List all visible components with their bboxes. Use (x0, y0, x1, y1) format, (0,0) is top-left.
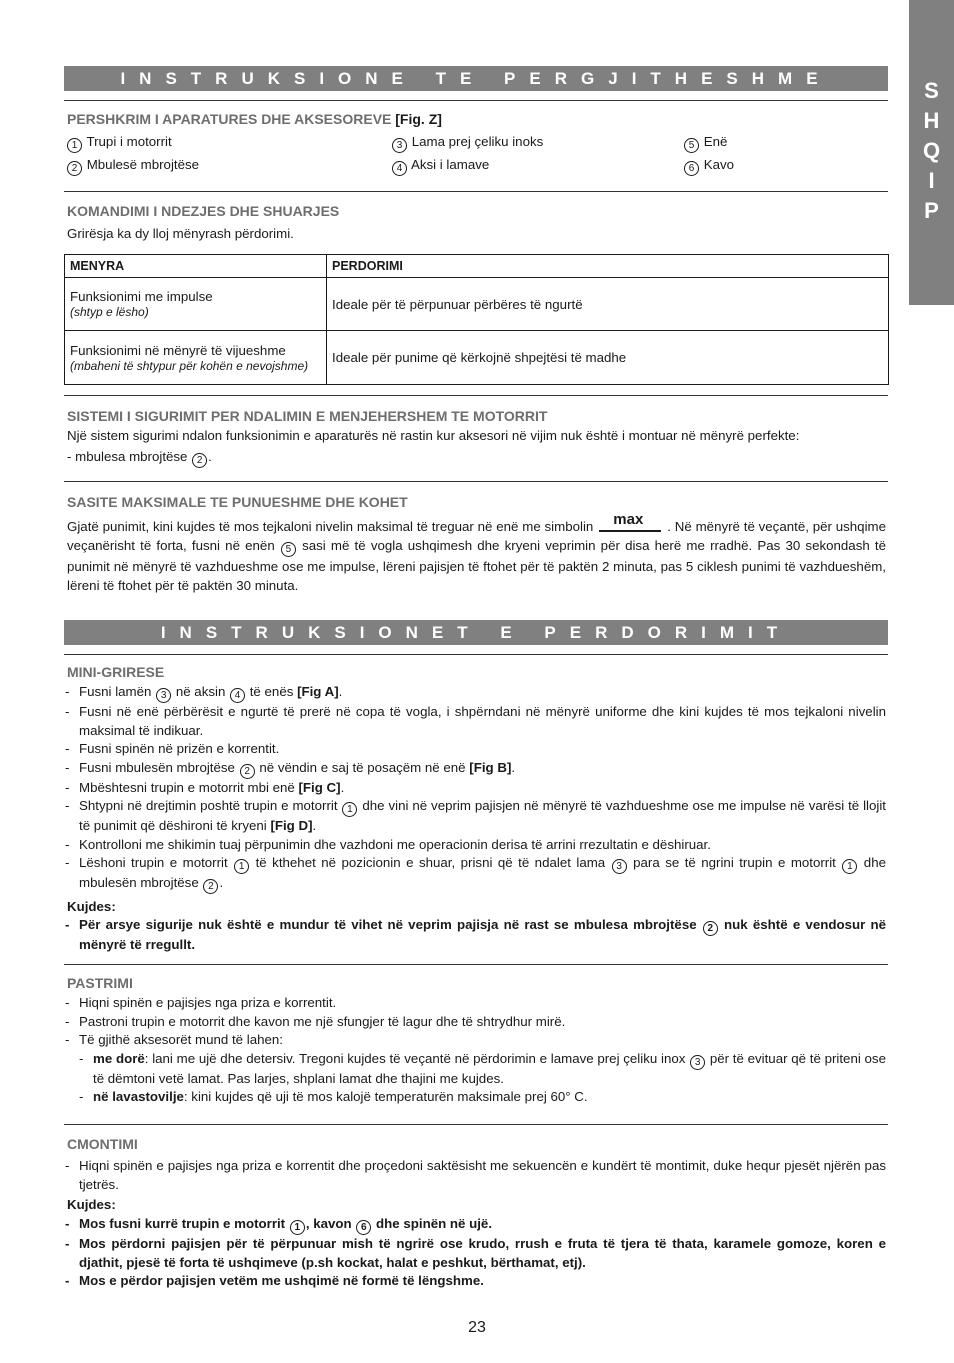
caution-list (65, 1215, 886, 1291)
max-heading: SASITE MAKSIMALE TE PUNUESHME DHE KOHET (67, 494, 408, 510)
dismount-list (65, 1157, 886, 1194)
cleaning-list (65, 994, 886, 1107)
control-intro: Grirësja ka dy lloj mënyrash përdorimi. (67, 226, 294, 241)
tab-letter: P (924, 198, 939, 223)
description-title: PERSHKRIM I APARATURES DHE AKSESOREVE (67, 111, 392, 127)
caution-label: Kujdes: (67, 899, 116, 914)
part-number: 1 (842, 859, 857, 874)
part-number: 2 (240, 764, 255, 779)
column-header: PERDORIMI (327, 255, 889, 278)
divider (64, 191, 888, 192)
text-part: dhe spinën në ujë. (372, 1216, 493, 1231)
list-item (65, 703, 886, 740)
part-label: Mbulesë mbrojtëse (86, 157, 200, 172)
cleaning-heading: PASTRIMI (67, 975, 133, 991)
tab-letter: I (928, 168, 935, 193)
text-part: në vëndin e saj të posaçëm në enë (255, 759, 470, 775)
text-part: . (312, 818, 317, 833)
divider (64, 100, 888, 101)
description-heading (67, 111, 442, 127)
list-item (65, 854, 886, 894)
text-part: . Në mënyrë të veçantë, për ushqime veçanërisht të forta, fusni në enën (67, 519, 886, 553)
control-heading: KOMANDIMI I NDEZJES DHE SHUARJES (67, 203, 340, 219)
part-number: 1 (234, 859, 249, 874)
part-item (391, 157, 489, 176)
part-item (683, 134, 727, 153)
text-part: . (340, 779, 345, 795)
item-text: - mbulesa mbrojtëse (67, 449, 188, 464)
part-number: 2 (67, 161, 82, 176)
divider (64, 654, 888, 655)
part-number: 5 (281, 542, 296, 557)
text-part: në aksin (172, 684, 230, 699)
text-part: . (219, 875, 224, 890)
text-part: për të evituar që të priteni ose të dëmtoni vetë lamat. Pas larjes, shplani lamat dhe thajini me kujdes. (93, 1050, 886, 1086)
list-item (65, 1050, 886, 1089)
mode-note: (shtyp e lësho) (70, 305, 149, 320)
list-item (65, 836, 886, 855)
text-part: : lani me ujë dhe detersiv. Tregoni kujdes të veçantë në përdorimin e lamave prej çeliku inox (144, 1050, 690, 1066)
section-banner-usage: INSTRUKSIONET E PERDORIMIT (64, 620, 888, 645)
column-header: MENYRA (65, 255, 327, 278)
item-end: . (208, 449, 212, 464)
text-part: Fusni mbulesën mbrojtëse (79, 759, 239, 775)
part-number: 1 (67, 138, 82, 153)
part-number: 3 (392, 138, 407, 153)
part-label: Kavo (703, 157, 735, 172)
section-banner-general: INSTRUKSIONE TE PERGJITHESHME (64, 66, 888, 91)
list-item (65, 1088, 886, 1107)
tab-letter: S (924, 78, 939, 103)
list-item: - Hiqni spinën e pajisjes nga priza e korrentit. (65, 994, 886, 1013)
table-cell: Ideale për të përpunuar përbëres të ngurtë (327, 278, 889, 331)
part-label: Lama prej çeliku inoks (411, 134, 544, 149)
figure-ref: [Fig B] (469, 759, 512, 775)
table-row (65, 331, 889, 385)
text-part: Mos fusni kurrë trupin e motorrit (79, 1216, 289, 1231)
language-tab (909, 0, 954, 305)
part-number: 1 (290, 1220, 305, 1235)
part-number: 3 (156, 688, 171, 703)
table-row (65, 278, 889, 331)
safety-item (67, 449, 212, 468)
table-cell (65, 278, 327, 331)
text-part: sasi më të vogla ushqimesh dhe kryeni veprimin për disa herë me rradhë. Pas 30 sekondash të punimit në mënyrë të vazhdueshme ose me impulse, lëreni pajisjen të ftohet për të paktën 2 minuta, pas 5 ciklesh punimi të vazhdueshëm, lëreni të ftohet për të paktën 30 minuta. (67, 538, 886, 593)
part-number: 3 (690, 1055, 705, 1070)
mode-note: (mbaheni të shtypur për kohën e nevojshme) (70, 358, 309, 373)
list-item (65, 740, 886, 759)
part-item (66, 134, 172, 153)
divider (64, 964, 888, 965)
list-item: - Mos përdorni pajisjen për të përpunuar mish të ngrirë ose krudo, rrush e fruta të tjera të thata, karamele gomoze, koren e djathit, pjesë të forta të ushqimeve (p.sh kockat, halat e peshkut, bërthamat, etj). (65, 1235, 886, 1272)
part-item (66, 157, 199, 176)
text-part: : kini kujdes që uji të mos kalojë temperaturën maksimale prej 60° C. (183, 1089, 588, 1104)
list-item: - Pastroni trupin e motorrit dhe kavon me një sfungjer të lagur dhe të shtrydhur mirë. (65, 1013, 886, 1032)
mini-steps-list (65, 683, 886, 894)
text-part: para se të ngrini trupin e motorrit (627, 855, 842, 870)
text-part: Fusni lamën (79, 684, 156, 699)
part-number: 4 (392, 161, 407, 176)
text-part: . (338, 684, 343, 699)
table-cell (65, 331, 327, 385)
text-part: Mbështesni trupin e motorrit mbi enë (79, 779, 299, 795)
part-number: 2 (703, 921, 718, 936)
list-item (65, 759, 886, 779)
part-number: 2 (192, 453, 207, 468)
max-text (67, 511, 886, 595)
text-part: , kavon (305, 1216, 356, 1231)
divider (64, 481, 888, 482)
safety-text: Një sistem sigurimi ndalon funksionimin e aparaturës në rastin kur aksesori në vijim nuk është i montuar në mënyrë perfekte: (67, 428, 800, 443)
safety-heading: SISTEMI I SIGURIMIT PER NDALIMIN E MENJEHERSHEM TE MOTORRIT (67, 408, 548, 424)
table-cell: Ideale për punime që kërkojnë shpejtësi të madhe (327, 331, 889, 385)
part-number: 6 (356, 1220, 371, 1235)
mini-heading: MINI-GRIRESE (67, 664, 165, 680)
tab-letter: Q (922, 138, 941, 163)
figure-ref: [Fig A] (297, 684, 339, 699)
part-item (683, 157, 734, 176)
text-part: të kthehet në pozicionin e shuar, prisni që të ndalet lama (250, 855, 611, 870)
text-part: Fusni në enë përbërësit e ngurtë të prerë në copa të vogla, i shpërndani në mënyrë uniforme dhe kini kujdes të mos tejkaloni nivelin maksimal të indikuar. (79, 704, 886, 738)
dismount-heading: CMONTIMI (67, 1136, 138, 1152)
table-header-row (65, 255, 889, 278)
part-number: 6 (684, 161, 699, 176)
list-item (65, 797, 886, 836)
caution-label: Kujdes: (67, 1197, 116, 1212)
part-label: Trupi i motorrit (86, 134, 172, 149)
text-part: Për arsye sigurije nuk është e mundur të vihet në veprim pajisja në rast se mbulesa mbrojtëse (79, 917, 702, 932)
figure-ref: [Fig C] (298, 779, 341, 795)
mode-name: Funksionimi në mënyrë të vijueshme (70, 342, 286, 358)
text-part: nuk është e vendosur në mënyrë të rregullt. (79, 917, 886, 952)
part-number: 4 (230, 688, 245, 703)
list-item (65, 1215, 886, 1235)
caution-list (65, 916, 886, 955)
list-item: - Të gjithë aksesorët mund të lahen: (65, 1031, 886, 1050)
modes-table (64, 254, 889, 385)
method-label: në lavastovilje (93, 1089, 184, 1104)
part-number: 3 (612, 859, 627, 874)
part-item (391, 134, 543, 153)
text-part: dhe mbulesën mbrojtëse (79, 855, 886, 890)
max-symbol: max (613, 511, 644, 528)
text-part: Shtypni në drejtimin poshtë trupin e motorrit (79, 798, 342, 813)
text-part: Fusni spinën në prizën e korrentit. (79, 741, 280, 756)
list-item: - Mos e përdor pajisjen vetëm me ushqimë në formë të lëngshme. (65, 1272, 886, 1291)
max-level-icon (599, 511, 661, 534)
figure-ref: [Fig. Z] (395, 111, 442, 127)
tab-letter: H (923, 108, 940, 133)
list-item (65, 683, 886, 703)
part-label: Enë (703, 134, 728, 149)
list-item (65, 779, 886, 798)
figure-ref: [Fig D] (270, 818, 313, 833)
text-part: . (511, 759, 516, 775)
page-number: 23 (468, 1319, 486, 1336)
list-item: - Hiqni spinën e pajisjes nga priza e korrentit dhe proçedoni saktësisht me sekuencën e kundërt të montimit, duke hequr pjesët njërën pas tjetrës. (65, 1157, 886, 1194)
divider (64, 1124, 888, 1125)
text-part: Kontrolloni me shikimin tuaj përpunimin dhe vazhdoni me operacionin derisa të arrini rrezultatin e dëshiruar. (79, 836, 711, 852)
text-part: dhe vini në veprim pajisjen në mënyrë të vazhdueshme ose me impulse në varësi të llojit të punimit që dëshironi të kryeni (79, 798, 886, 833)
divider (64, 395, 888, 396)
text-part: të enës (246, 684, 298, 699)
method-label: me dorë (93, 1050, 145, 1066)
text-part: Lëshoni trupin e motorrit (79, 855, 234, 870)
part-number: 5 (684, 138, 699, 153)
list-item (65, 916, 886, 955)
part-number: 1 (342, 802, 357, 817)
part-number: 2 (203, 879, 218, 894)
part-label: Aksi i lamave (410, 157, 490, 172)
mode-name: Funksionimi me impulse (70, 289, 213, 305)
text-part: Gjatë punimit, kini kujdes të mos tejkaloni nivelin maksimal të treguar në enë me simbolin (67, 519, 594, 534)
